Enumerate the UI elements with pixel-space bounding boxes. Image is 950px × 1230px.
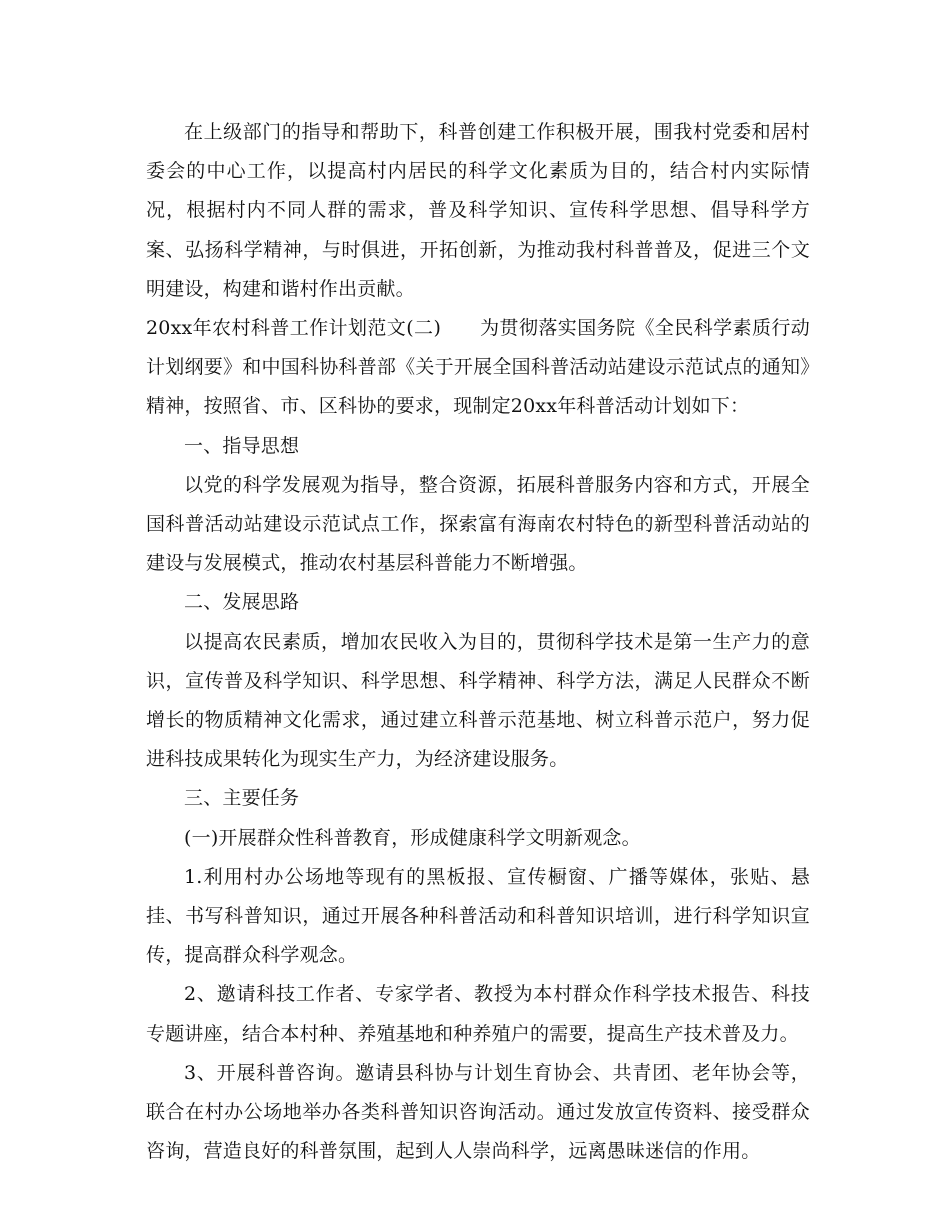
section-heading-main-tasks: 三、主要任务 xyxy=(184,787,300,810)
subsection-heading-1: (一)开展群众性科普教育，形成健康科学文明新观念。 xyxy=(184,826,641,849)
paragraph-task-1: 1.利用村办公场地等现有的黑板报、宣传橱窗、广播等媒体，张贴、悬挂、书写科普知识，通过开展各种科普活动和科普知识培训，进行科学知识宣传，提高群众科学观念。 xyxy=(146,865,810,967)
paragraph-task-3: 3、开展科普咨询。邀请县科协与计划生育协会、共青团、老年协会等，联合在村办公场地举办各类科普知识咨询活动。通过发放宣传资料、接受群众咨询，营造良好的科普氛围，起到人人崇尚科学，远离愚昧迷信的作用。 xyxy=(146,1061,810,1163)
section-heading-development: 二、发展思路 xyxy=(184,591,300,614)
paragraph-guiding-thought: 以党的科学发展观为指导，整合资源，拓展科普服务内容和方式，开展全国科普活动站建设示范试点工作，探索富有海南农村特色的新型科普活动站的建设与发展模式，推动农村基层科普能力不断增强。 xyxy=(146,473,810,575)
paragraph-development: 以提高农民素质，增加农民收入为目的，贯彻科学技术是第一生产力的意识，宣传普及科学知识、科学思想、科学精神、科学方法，满足人民群众不断增长的物质精神文化需求，通过建立科普示范基地、树立科普示范户，努力促进科技成果转化为现实生产力，为经济建设服务。 xyxy=(146,630,810,771)
section-heading-guiding-thought: 一、指导思想 xyxy=(184,434,300,457)
paragraph-plan-title: 20xx年农村科普工作计划范文(二) 为贯彻落实国务院《全民科学素质行动计划纲要》和中国科协科普部《关于开展全国科普活动站建设示范试点的通知》精神，按照省、市、区科协的要求，现制定20xx年科普活动计划如下： xyxy=(146,317,810,418)
paragraph-task-2: 2、邀请科技工作者、专家学者、教授为本村群众作科学技术报告、科技专题讲座，结合本村种、养殖基地和种养殖户的需要，提高生产技术普及力。 xyxy=(146,983,810,1045)
paragraph-intro: 在上级部门的指导和帮助下，科普创建工作积极开展，围我村党委和居村委会的中心工作，以提高村内居民的科学文化素质为目的，结合村内实际情况，根据村内不同人群的需求，普及科学知识、宣传科学思想、倡导科学方案、弘扬科学精神，与时俱进，开拓创新，为推动我村科普普及，促进三个文明建设，构建和谐村作出贡献。 xyxy=(146,121,810,300)
document-body xyxy=(146,113,810,1171)
